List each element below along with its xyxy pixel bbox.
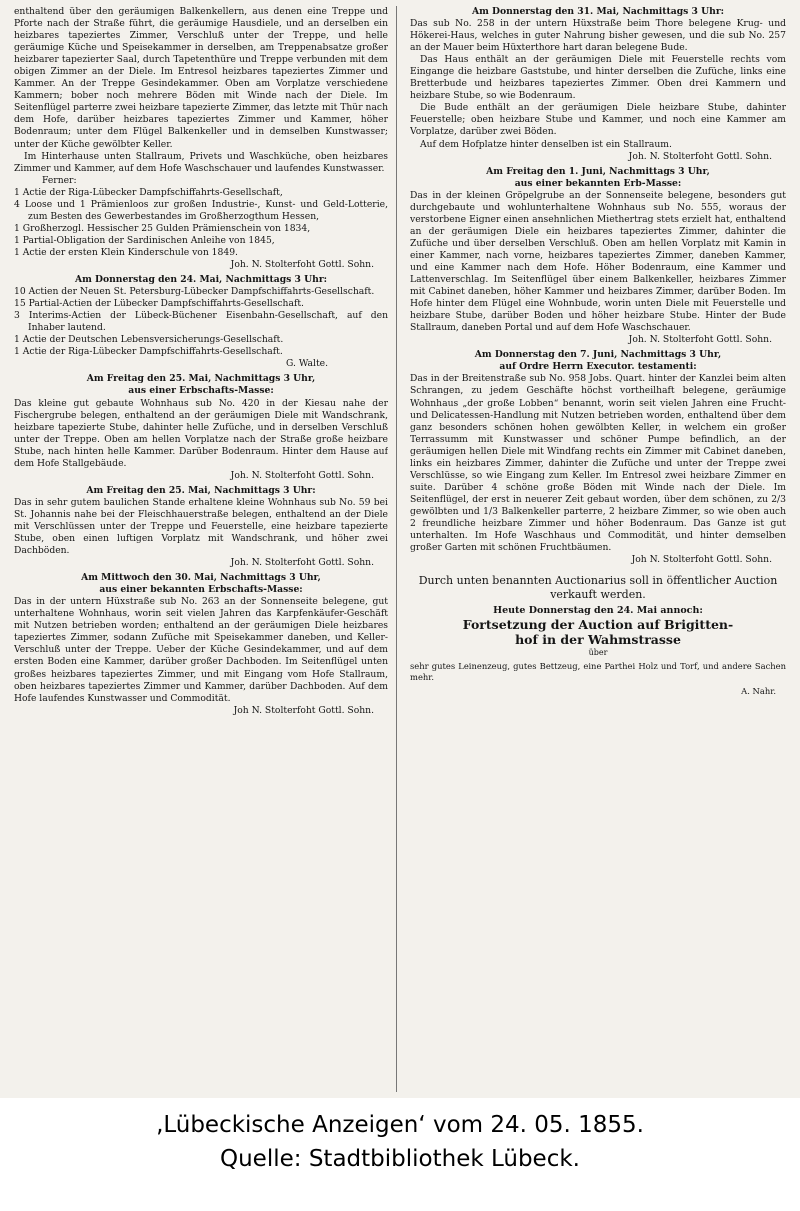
image-caption <box>0 1108 800 1176</box>
list-item: 3 Interims-Actien der Lübeck-Büchener Eisenbahn-Gesellschaft, auf den Inhaber lautend. <box>14 310 388 334</box>
signature: Joh. N. Stolterfoht Gottl. Sohn. <box>628 334 772 346</box>
notice-goods: sehr gutes Leinenzeug, gutes Bettzeug, eine Parthei Holz und Torf, und andere Sachen mehr. <box>410 661 786 683</box>
auction-heading: Am Donnerstag den 7. Juni, Nachmittags 3 Uhr, <box>474 349 722 361</box>
auction-notice: Durch unten benannten Auctionarius soll in öffentlicher Auction verkauft werden. <box>418 574 778 602</box>
left-column <box>14 6 388 1092</box>
list-item: 1 Actie der ersten Klein Kinderschule von 1849. <box>14 246 238 258</box>
list-item: 1 Actie der Riga-Lübecker Dampfschiffahrts-Gesellschaft, <box>14 186 283 198</box>
paragraph: enthaltend über den geräumigen Balkenkellern, aus denen eine Treppe und Pforte nach der Straße führt, die geräumige Hausdiele, und an derselben ein heizbares tapeziertes Zimmer, Verschluß unter der Treppe, und helle geräumige Küche und Speisekammer in derselben, am Treppenabsatze großer heizbarer tapezierter Saal, durch Tapetenthüre und Treppe verbunden mit dem obigen Zimmer an der Diele. Im Entresol heizbares tapeziertes Zimmer und Kammer. An der Treppe Gesindekammer. Oben am Vorplatze verschiedene Kammern; bober noch mehrere Böden mit Winde nach der Diele. Im Seitenflügel parterre zwei heizbare tapezierte Zimmer, das letzte mit Thür nach dem Hofe, darüber heizbares tapeziertes Zimmer und Kammer, höher Bodenraum; unter dem Flügel Balkenkeller und in demselben Kunstwasser; unter der Küche gewölbter Keller. <box>14 6 388 150</box>
list-item: 1 Actie der Riga-Lübecker Dampfschiffahrts-Gesellschaft. <box>14 346 283 358</box>
auction-heading: Am Freitag den 1. Juni, Nachmittags 3 Uhr, <box>486 165 710 177</box>
signature: Joh. N. Stolterfoht Gottl. Sohn. <box>230 258 374 270</box>
signature: Joh N. Stolterfoht Gottl. Sohn. <box>233 704 374 716</box>
caption-line-1: ‚Lübeckische Anzeigen‘ vom 24. 05. 1855. <box>156 1112 644 1138</box>
section-label: Ferner: <box>42 174 77 186</box>
list-item: 10 Actien der Neuen St. Petersburg-Lübecker Dampfschiffahrts-Gesellschaft. <box>14 286 375 298</box>
list-item: 1 Partial-Obligation der Sardinischen Anleihe von 1845, <box>14 234 275 246</box>
signature: Joh. N. Stolterfoht Gottl. Sohn. <box>628 150 772 162</box>
list-item: 4 Loose und 1 Prämienloos zur großen Industrie-, Kunst- und Geld-Lotterie, zum Besten des Gewerbestandes im Großherzogthum Hessen, <box>14 198 388 222</box>
notice-title-line-1: Fortsetzung der Auction auf Brigitten- <box>462 617 734 633</box>
paragraph: Das in sehr gutem baulichen Stande erhaltene kleine Wohnhaus sub No. 59 bei St. Johannis nahe bei der Fleischhauerstraße belegen, enthaltend an der Diele mit Verschlüssen unter der Treppe und Feuerstelle, eine heizbare tapezierte Stube, oben einen luftigen Vorplatz mit Wandschrank, und höher zwei Dachböden. <box>14 496 388 557</box>
notice-ueber: über <box>588 648 608 658</box>
signature: Joh. N. Stolterfoht Gottl. Sohn. <box>230 469 374 481</box>
signature: G. Walte. <box>286 358 328 370</box>
list-item: 15 Partial-Actien der Lübecker Dampfschiffahrts-Gesellschaft. <box>14 298 304 310</box>
auction-heading: Am Freitag den 25. Mai, Nachmittags 3 Uhr, <box>86 373 316 385</box>
signature: Joh. N. Stolterfoht Gottl. Sohn. <box>230 557 374 569</box>
auction-subheading: aus einer Erbschafts-Masse: <box>128 385 274 397</box>
paragraph: Auf dem Hofplatze hinter denselben ist ein Stallraum. <box>420 138 672 150</box>
notice-title-line-2: hof in der Wahmstrasse <box>515 632 681 648</box>
paragraph: Das in der Breitenstraße sub No. 958 Jobs. Quart. hinter der Kanzlei beim alten Schrangen, zu jedem Geschäfte höchst vortheilhaft belegene, geräumige Wohnhaus „der große Lobben“ benannt, worin seit vielen Jahren eine Frucht- und Delicatessen-Handlung mit Nutzen betrieben worden, enthaltend über dem ganz besonders schönen hohen gewölbten Keller, in welchem ein großer Terrassumm mit Kunstwasser und schöner Pumpe befindlich, an der geräumigen hellen Diele mit Windfang rechts ein Zimmer mit Cabinet daneben, links ein heizbares Zimmer, dahinter die Zufüche und unter der Treppe zwei Verschlüsse, so wie Eingang zum Keller. Im Entresol zwei heizbare Zimmer en suite. Darüber 4 schöne große Böden mit Winde nach der Diele. Im Seitenflügel, der erst in neuerer Zeit gebaut worden, über dem schönen, zu 2/3 gewölbten und 1/3 Balkenkeller parterre, 2 heizbare Zimmer, so wie oben auch 2 freundliche heizbare Zimmer und höher Bodenraum. Das Ganze ist gut unterhalten. Im Hofe Waschhaus und Commodität, und hinter demselben großer Garten mit schönen Fruchtbäumen. <box>410 373 786 554</box>
paragraph: Das sub No. 258 in der untern Hüxstraße beim Thore belegene Krug- und Hökerei-Haus, welches in guter Nahrung bisher gewesen, und die sub No. 257 an der Mauer beim Hüxterthore hart daran belegene Bude. <box>410 18 786 54</box>
caption-line-2: Quelle: Stadtbibliothek Lübeck. <box>220 1146 580 1172</box>
paragraph: Das in der untern Hüxstraße sub No. 263 an der Sonnenseite belegene, gut unterhaltene Wohnhaus, worin seit vielen Jahren das Karpfenkäufer-Geschäft mit Nutzen betrieben worden; enthaltend an der geräumigen Diele heizbares tapeziertes Zimmer, sodann Zufüche mit Speisekammer daneben, und Keller-Verschluß unter der Treppe. Ueber der Küche Gesindekammer, und auf dem ersten Boden eine Kammer, darüber großer Dachboden. Im Seitenflügel unten großes heizbares tapeziertes Zimmer, und mit Eingang vom Hofe Stallraum, oben heizbares tapeziertes Zimmer und Kammer, darüber Dachboden. Auf dem Hofe laufendes Kunstwasser und Commodität. <box>14 596 388 704</box>
column-divider <box>396 6 397 1092</box>
paragraph: Das Haus enthält an der geräumigen Diele mit Feuerstelle rechts vom Eingange die heizbare Gaststube, und hinter derselben die Zufüche, links eine Bretterbude und heizbares tapeziertes Zimmer. Oben drei Kammern und heizbare Stube, so wie Bodenraum. <box>410 54 786 102</box>
auction-heading: Am Freitag den 25. Mai, Nachmittags 3 Uhr: <box>86 484 316 496</box>
auction-heading: Am Mittwoch den 30. Mai, Nachmittags 3 Uhr, <box>81 572 321 584</box>
paragraph: Das in der kleinen Gröpelgrube an der Sonnenseite belegene, besonders gut durchgebaute und wohlunterhaltene Wohnhaus sub No. 555, woraus der verstorbene Eigner einen ansehnlichen Miethertrag stets erzielt hat, enthaltend an der geräumigen Diele ein heizbares tapeziertes Zimmer, dahinter die Zufüche und über derselben Verschluß. Oben am hellen Vorplatz mit Kamin in einer Kammer, nach vorne, heizbares tapeziertes Zimmer, daneben Kammer, und eine Kammer nach dem Hofe. Höher Bodenraum, eine Kammer und Lattenverschlag. Im Seitenflügel über einem Balkenkeller, heizbares Zimmer mit Cabinet daneben, höher Kammer und heizbares Zimmer, darüber Boden. Im Hofe hinter dem Flügel eine Wohnbude, worin unten Diele mit Feuerstelle und heizbare Stube, darüber Boden und höher heizbare Stube. Hinter der Bude Stallraum, daneben Portal und auf dem Hofe Waschschauer. <box>410 189 786 334</box>
auction-subheading: aus einer bekannten Erb-Masse: <box>514 177 682 189</box>
auction-heading: Am Donnerstag den 24. Mai, Nachmittags 3 Uhr: <box>74 274 328 286</box>
auction-heading: Am Donnerstag den 31. Mai, Nachmittags 3 Uhr: <box>471 6 725 17</box>
paragraph: Im Hinterhause unten Stallraum, Privets und Waschküche, oben heizbares Zimmer und Kammer, auf dem Hofe Waschschauer und laufendes Kunstwasser. <box>14 150 388 174</box>
paragraph: Die Bude enthält an der geräumigen Diele heizbare Stube, dahinter Feuerstelle; oben heizbare Stube und Kammer, und noch eine Kammer am Vorplatze, darüber zwei Böden. <box>410 102 786 138</box>
auction-subheading: auf Ordre Herrn Executor. testamenti: <box>499 361 697 373</box>
notice-date: Heute Donnerstag den 24. Mai annoch: <box>493 605 703 617</box>
signature: A. Nahr. <box>741 686 776 697</box>
right-column <box>410 6 786 1092</box>
signature: Joh N. Stolterfoht Gottl. Sohn. <box>631 554 772 566</box>
list-item: 1 Actie der Deutschen Lebensversicherungs-Gesellschaft. <box>14 334 284 346</box>
list-item: 1 Großherzogl. Hessischer 25 Gulden Prämienschein von 1834, <box>14 222 311 234</box>
auction-subheading: aus einer bekannten Erbschafts-Masse: <box>99 584 303 596</box>
paragraph: Das kleine gut gebaute Wohnhaus sub No. 420 in der Kiesau nahe der Fischergrube belegen, enthaltend an der geräumigen Diele mit Wandschrank, heizbare tapezierte Stube, dahinter helle Zufüche, und in derselben Verschluß unter der Treppe. Oben am hellen Vorplatze nach der Straße große heizbare Stube, nach hinten helle Kammer. Darüber Bodenraum. Hinter dem Hause auf dem Hofe Stallgebäude. <box>14 397 388 469</box>
